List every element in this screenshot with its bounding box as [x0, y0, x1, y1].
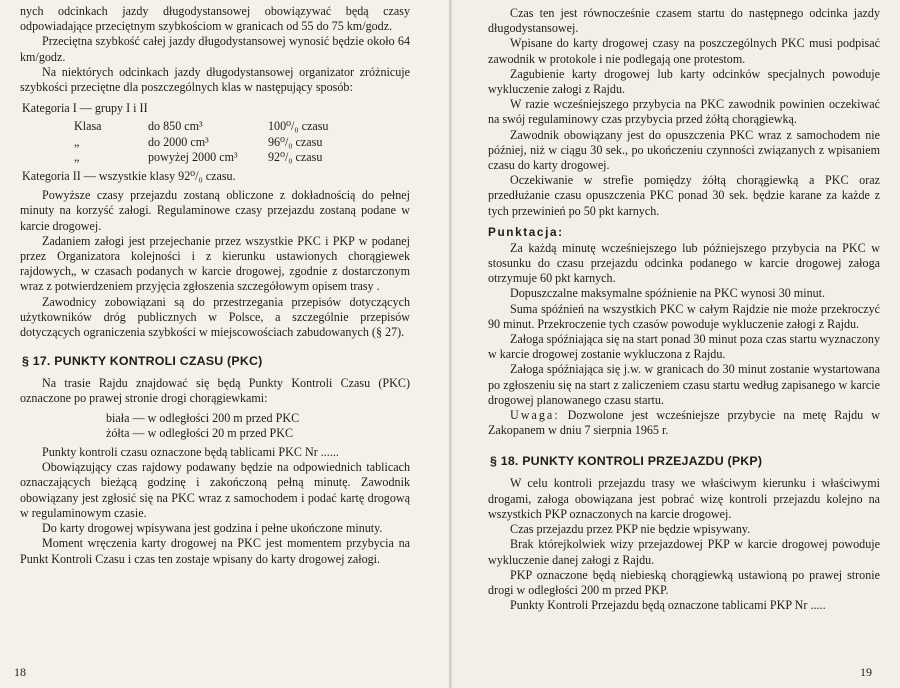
class-percent: 92⁰/₀ czasu	[268, 149, 323, 164]
paragraph: nych odcinkach jazdy długodystansowej obowiązywać będą czasy odpowiadające przeciętnym szybkościom w granicach od 55 do 75 km/godz.	[20, 4, 410, 34]
category-row	[22, 150, 410, 165]
note-text: Dozwolone jest wcześniejsze przybycie na metę Rajdu w Zakopanem w dniu 7 sierpnia 1965 r.	[488, 408, 880, 438]
yellow-flag-distance: żółta — w odległości 20 m przed PKC	[106, 425, 294, 440]
paragraph: Dopuszczalne maksymalne spóźnienie na PKC wynosi 30 minut.	[510, 286, 826, 301]
paragraph: Brak którejkolwiek wizy przejazdowej PKP w karcie drogowej powoduje wykluczenie danej załogi z Rajdu.	[488, 537, 880, 567]
paragraph: Zawodnik obowiązany jest do opuszczenia PKC wraz z samochodem nie później, niż w ciągu 30 sek., po ukończeniu czynności związanych z wpisaniem czasu do karty drogowej.	[488, 127, 880, 173]
page-number: 18	[14, 665, 26, 679]
class-range: powyżej 2000 cm³	[148, 149, 238, 164]
paragraph: Obowiązujący czas rajdowy podawany będzie na odpowiednich tablicach oznaczających bieżącą godzinę i zakończoną pełną minutę. Zawodnik obowiązany jest zgłosić się na PKC wraz z samochodem i podać kartę drogową w regulaminowym czasie.	[20, 460, 410, 520]
paragraph: W celu kontroli przejazdu trasy we właściwym kierunku i właściwymi drogami, załoga obowiązana jest pobrać wizę kontroli przejazdu kolejno na wszystkich PKP oznaczonych na karcie drogowej.	[488, 476, 880, 521]
paragraph: Na trasie Rajdu znajdować się będą Punkty Kontroli Czasu (PKC) oznaczone po prawej stronie drogi chorągiewkami:	[20, 376, 410, 406]
paragraph: Czas przejazdu przez PKP nie będzie wpisywany.	[510, 522, 751, 537]
class-percent: 100⁰/₀ czasu	[268, 119, 329, 134]
paragraph: Powyższe czasy przejazdu zostaną obliczone z dokładnością do pełnej minuty na korzyść załogi. Regulaminowe czasy przejazdu zostaną podane w karcie drogowej.	[20, 188, 410, 233]
class-range: do 850 cm³	[148, 119, 203, 134]
note-paragraph	[488, 408, 880, 438]
note-label: Uwaga:	[510, 408, 560, 423]
paragraph: PKP oznaczone będą niebieską chorągiewką ustawioną po prawej stronie drogi w odległości 200 m przed PKP.	[488, 567, 880, 597]
paragraph: W razie wcześniejszego przybycia na PKC zawodnik powinien oczekiwać na swój regulaminowy czas przybycia przed żółtą chorągiewką.	[488, 97, 880, 127]
scoring-heading: Punktacja:	[488, 224, 564, 239]
paragraph: Zawodnicy zobowiązani są do przestrzegania przepisów dotyczących użytkowników dróg publicznych w Polsce, a szczególnie przepisów dotyczących ograniczenia szybkości w miejscowościach zabudowanych (§ 27).	[20, 294, 410, 340]
flag-distances	[20, 411, 410, 441]
paragraph: Wpisane do karty drogowej czasy na poszczególnych PKC musi podpisać zawodnik w protokole i nie podlegają one protestom.	[488, 36, 880, 66]
category-row	[22, 135, 410, 150]
paragraph: Załoga spóźniająca się na start ponad 30 minut poza czas startu wyznaczony w karcie drogowej zostanie wykluczona z Rajdu.	[488, 332, 880, 362]
class-label: „	[74, 149, 80, 164]
paragraph: Zagubienie karty drogowej lub karty odcinków specjalnych powoduje wykluczenie załogi z Rajdu.	[488, 66, 880, 97]
class-range: do 2000 cm³	[148, 134, 209, 149]
paragraph: Załoga spóźniająca się j.w. w granicach do 30 minut zostanie wystartowana po zgłoszeniu się na start z zaliczeniem czasu startu według zapisanego w karcie drogowej planowanego czasu startu.	[488, 362, 880, 407]
category-row	[22, 119, 410, 134]
right-page	[452, 0, 900, 688]
paragraph: Punkty Kontroli Przejazdu będą oznaczone tablicami PKP Nr .....	[510, 598, 826, 613]
paragraph: Suma spóźnień na wszystkich PKC w całym Rajdzie nie może przekroczyć 90 minut. Przekroczenie tych czasów powoduje wykluczenie załogi z Rajdu.	[488, 301, 880, 331]
paragraph: Punkty kontroli czasu oznaczone będą tablicami PKC Nr ......	[42, 445, 339, 460]
paragraph: Oczekiwanie w strefie pomiędzy żółtą chorągiewką a PKC oraz przedłużanie czasu opuszczenia PKC ponad 30 sek. będzie karane za każde z tych przewinień po 50 pkt karnych.	[488, 173, 880, 218]
paragraph: Moment wręczenia karty drogowej na PKC jest momentem przybycia na Punkt Kontroli Czasu i czas ten zostaje wpisany do karty drogowej załogi.	[20, 536, 410, 566]
category-2: Kategoria II — wszystkie klasy 92⁰/₀ czasu.	[22, 169, 236, 184]
paragraph: Czas ten jest równocześnie czasem startu do następnego odcinka jazdy długodystansowej.	[488, 6, 880, 36]
class-label: Klasa	[74, 119, 102, 134]
paragraph: Przeciętna szybkość całej jazdy długodystansowej wynosić będzie około 64 km/godz.	[20, 34, 410, 64]
paragraph: Za każdą minutę wcześniejszego lub późniejszego przybycia na PKC w stosunku do czasu przejazdu odcinka podanego w karcie drogowej załoga otrzymuje 60 pkt karnych.	[488, 240, 880, 286]
paragraph: Na niektórych odcinkach jazdy długodystansowej organizator zróżnicuje szybkości przeciętne dla poszczególnych klas w następujący sposób:	[20, 64, 410, 95]
class-percent: 96⁰/₀ czasu	[268, 134, 323, 149]
class-label: „	[74, 134, 80, 149]
page-number: 19	[860, 665, 872, 679]
category-1-title: Kategoria I — grupy I i II	[22, 101, 148, 116]
section-heading: § 17. PUNKTY KONTROLI CZASU (PKC)	[22, 354, 263, 369]
paragraph: Zadaniem załogi jest przejechanie przez wszystkie PKC i PKP w podanej przez Organizatora kolejności i z kierunku ustawionych chorągiewek rajdowych„ w czasach podanych w karcie drogowej, zgodnie z dostarczonym wraz z potwierdzeniem przyjęcia zgłoszenia szczegółowym opisem trasy .	[20, 233, 410, 294]
white-flag-distance: biała — w odległości 200 m przed PKC	[106, 410, 300, 425]
section-heading: § 18. PUNKTY KONTROLI PRZEJAZDU (PKP)	[490, 454, 763, 469]
category-table	[22, 101, 410, 165]
paragraph: Do karty drogowej wpisywana jest godzina i pełne ukończone minuty.	[42, 521, 383, 536]
